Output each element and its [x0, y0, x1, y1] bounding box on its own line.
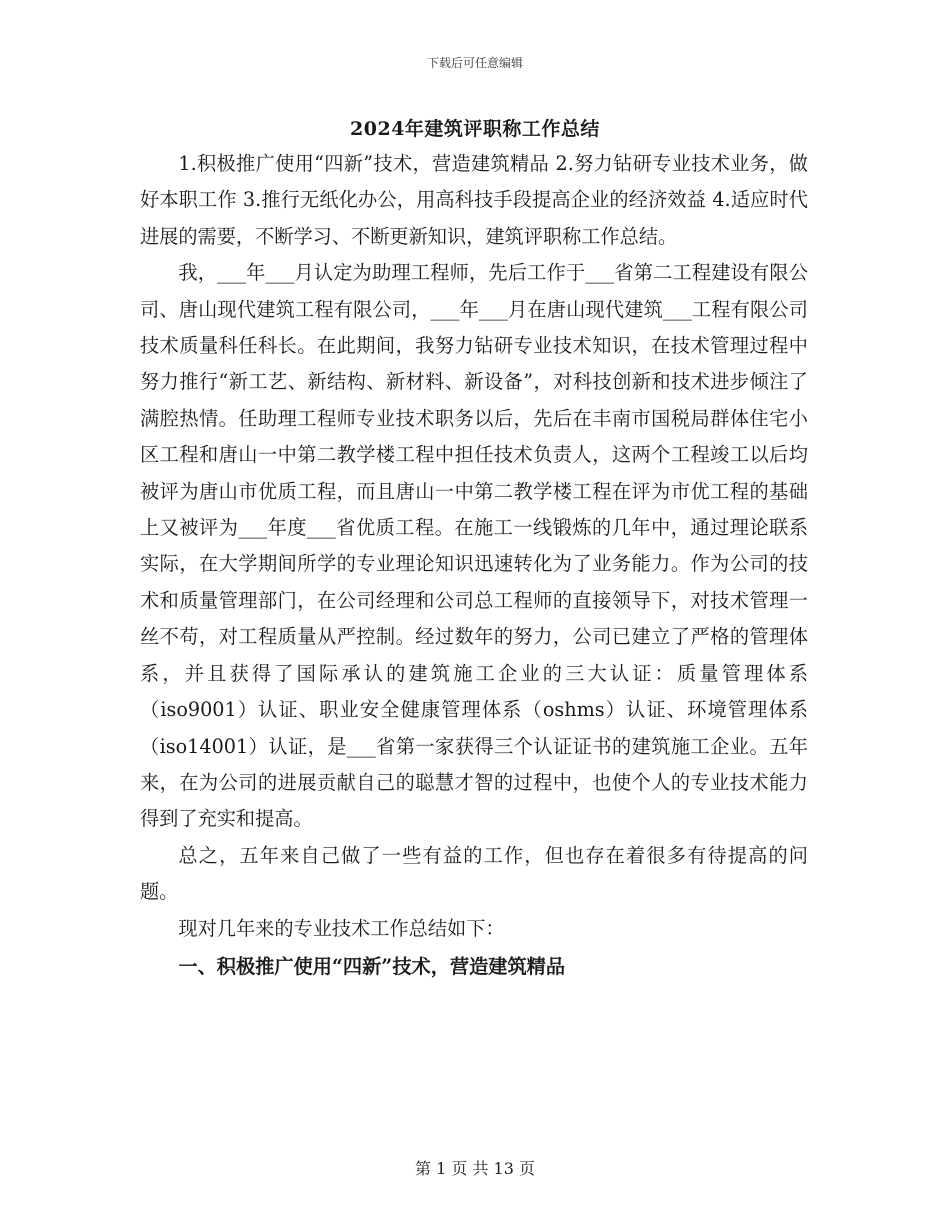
- paragraph-4: 现对几年来的专业技术工作总结如下：: [178, 916, 505, 940]
- document-body: [140, 146, 808, 985]
- section-heading: 一、积极推广使用“四新”技术，营造建筑精品: [178, 954, 566, 978]
- paragraph-3: 总之，五年来自己做了一些有益的工作，但也存在着很多有待提高的问题。: [140, 843, 808, 904]
- document-title: 2024年建筑评职称工作总结: [350, 118, 600, 140]
- page-number: 第 1 页 共 13 页: [415, 1159, 535, 1178]
- header-note: 下载后可任意编辑: [426, 56, 523, 70]
- paragraph-1: 1.积极推广使用“四新”技术，营造建筑精品 2.努力钻研专业技术业务，做好本职工作 3.推行无纸化办公，用高科技手段提高企业的经济效益 4.适应时代进展的需要，不断学习、不断更新知识，建筑评职称工作总结。: [140, 152, 808, 248]
- paragraph-2: 我，___年___月认定为助理工程师，先后工作于___省第二工程建设有限公司、唐山现代建筑工程有限公司，___年___月在唐山现代建筑___工程有限公司技术质量科任科长。在此期间，我努力钻研专业技术知识，在技术管理过程中努力推行“新工艺、新结构、新材料、新设备”，对科技创新和技术进步倾注了满腔热情。任助理工程师专业技术职务以后，先后在丰南市国税局群体住宅小区工程和唐山一中第二教学楼工程中担任技术负责人，这两个工程竣工以后均被评为唐山市优质工程，而且唐山一中第二教学楼工程在评为市优工程的基础上又被评为___年度___省优质工程。在施工一线锻炼的几年中，通过理论联系实际，在大学期间所学的专业理论知识迅速转化为了业务能力。作为公司的技术和质量管理部门，在公司经理和公司总工程师的直接领导下，对技术管理一丝不苟，对工程质量从严控制。经过数年的努力，公司已建立了严格的管理体系，并且获得了国际承认的建筑施工企业的三大认证：质量管理体系（iso9001）认证、职业安全健康管理体系（oshms）认证、环境管理体系（iso14001）认证，是___省第一家获得三个认证证书的建筑施工企业。五年来，在为公司的进展贡献自己的聪慧才智的过程中，也使个人的专业技术能力得到了充实和提高。: [140, 261, 808, 831]
